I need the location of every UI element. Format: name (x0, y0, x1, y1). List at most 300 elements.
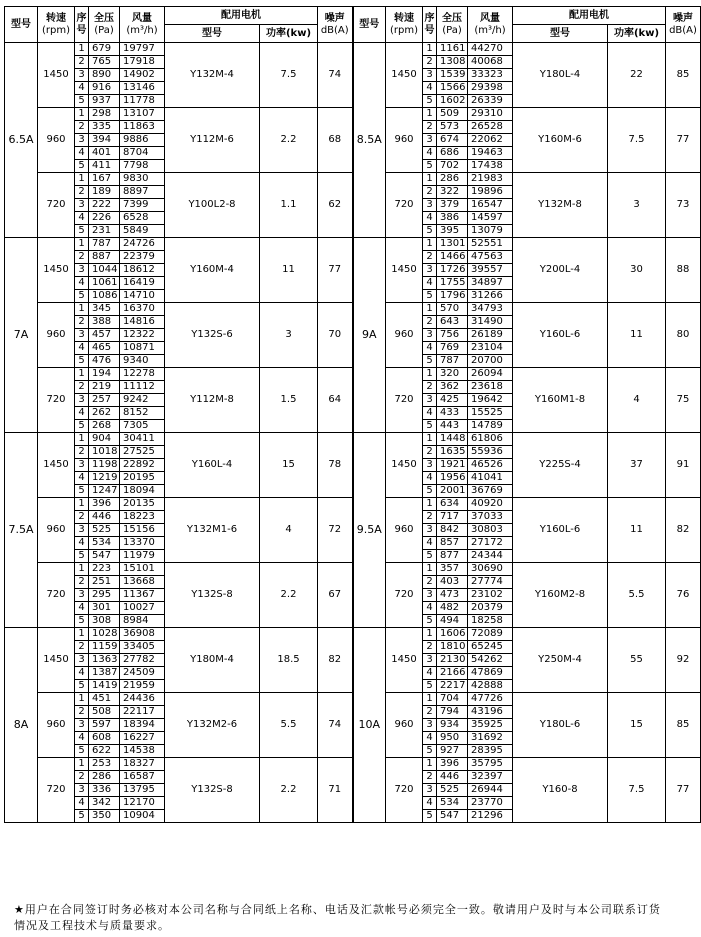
noise-cell: 88 (666, 238, 701, 303)
motor-power-cell: 4 (260, 498, 318, 563)
seq-cell: 4 (423, 667, 437, 680)
flow-cell: 35925 (468, 719, 513, 732)
seq-cell: 5 (423, 225, 437, 238)
flow-cell: 18258 (468, 615, 513, 628)
pressure-cell: 473 (437, 589, 468, 602)
seq-cell: 3 (75, 264, 89, 277)
flow-cell: 40920 (468, 498, 513, 511)
noise-cell: 78 (318, 433, 353, 498)
motor-power-cell: 7.5 (608, 108, 666, 173)
seq-cell: 3 (75, 199, 89, 212)
flow-cell: 34793 (468, 303, 513, 316)
model-cell: 8.5A (353, 43, 386, 238)
flow-cell: 52551 (468, 238, 513, 251)
seq-cell: 4 (75, 732, 89, 745)
flow-cell: 22892 (120, 459, 165, 472)
flow-cell: 26528 (468, 121, 513, 134)
header-motor: 配用电机 (165, 7, 318, 25)
flow-cell: 27172 (468, 537, 513, 550)
pressure-cell: 674 (437, 134, 468, 147)
flow-cell: 6528 (120, 212, 165, 225)
seq-cell: 3 (75, 719, 89, 732)
flow-cell: 26944 (468, 784, 513, 797)
motor-power-cell: 11 (608, 303, 666, 368)
speed-cell: 1450 (386, 628, 423, 693)
motor-model-cell: Y132S-8 (165, 563, 260, 628)
flow-cell: 23104 (468, 342, 513, 355)
seq-cell: 2 (423, 511, 437, 524)
motor-power-cell: 2.2 (260, 758, 318, 823)
pressure-cell: 451 (89, 693, 120, 706)
pressure-cell: 1028 (89, 628, 120, 641)
pressure-cell: 301 (89, 602, 120, 615)
flow-cell: 11112 (120, 381, 165, 394)
seq-cell: 4 (75, 472, 89, 485)
header-speed: 转速 (rpm) (38, 7, 75, 43)
speed-cell: 960 (38, 498, 75, 563)
seq-cell: 3 (75, 134, 89, 147)
pressure-cell: 446 (437, 771, 468, 784)
pressure-cell: 350 (89, 810, 120, 823)
noise-cell: 80 (666, 303, 701, 368)
seq-cell: 5 (75, 160, 89, 173)
seq-cell: 4 (423, 407, 437, 420)
flow-cell: 37033 (468, 511, 513, 524)
seq-cell: 4 (423, 602, 437, 615)
flow-cell: 19896 (468, 186, 513, 199)
seq-cell: 2 (423, 186, 437, 199)
model-cell: 7A (5, 238, 38, 433)
pressure-cell: 570 (437, 303, 468, 316)
flow-cell: 30411 (120, 433, 165, 446)
motor-model-cell: Y132M1-6 (165, 498, 260, 563)
motor-power-cell: 11 (608, 498, 666, 563)
flow-cell: 65245 (468, 641, 513, 654)
pressure-cell: 1448 (437, 433, 468, 446)
pressure-cell: 534 (437, 797, 468, 810)
seq-cell: 2 (423, 381, 437, 394)
pressure-cell: 322 (437, 186, 468, 199)
pressure-cell: 222 (89, 199, 120, 212)
flow-cell: 30690 (468, 563, 513, 576)
flow-cell: 14538 (120, 745, 165, 758)
pressure-cell: 643 (437, 316, 468, 329)
motor-model-cell: Y112M-6 (165, 108, 260, 173)
pressure-cell: 525 (437, 784, 468, 797)
seq-cell: 5 (423, 615, 437, 628)
flow-cell: 7305 (120, 420, 165, 433)
flow-cell: 32397 (468, 771, 513, 784)
flow-cell: 9242 (120, 394, 165, 407)
flow-cell: 18394 (120, 719, 165, 732)
motor-power-cell: 1.5 (260, 368, 318, 433)
flow-cell: 8152 (120, 407, 165, 420)
speed-cell: 720 (38, 173, 75, 238)
pressure-cell: 904 (89, 433, 120, 446)
pressure-cell: 476 (89, 355, 120, 368)
speed-cell: 720 (386, 563, 423, 628)
seq-cell: 2 (75, 316, 89, 329)
seq-cell: 3 (423, 784, 437, 797)
seq-cell: 2 (75, 706, 89, 719)
pressure-cell: 403 (437, 576, 468, 589)
flow-cell: 23102 (468, 589, 513, 602)
pressure-cell: 2166 (437, 667, 468, 680)
model-cell: 10A (353, 628, 386, 823)
flow-cell: 23770 (468, 797, 513, 810)
pressure-cell: 494 (437, 615, 468, 628)
seq-cell: 5 (75, 225, 89, 238)
pressure-cell: 394 (89, 134, 120, 147)
flow-cell: 19463 (468, 147, 513, 160)
seq-cell: 4 (423, 82, 437, 95)
pressure-cell: 253 (89, 758, 120, 771)
table-row (5, 43, 701, 56)
seq-cell: 1 (75, 108, 89, 121)
flow-cell: 18223 (120, 511, 165, 524)
flow-cell: 11979 (120, 550, 165, 563)
seq-cell: 2 (423, 251, 437, 264)
flow-cell: 20379 (468, 602, 513, 615)
flow-cell: 61806 (468, 433, 513, 446)
pressure-cell: 769 (437, 342, 468, 355)
table-row (5, 433, 701, 446)
speed-cell: 1450 (386, 43, 423, 108)
seq-cell: 3 (423, 134, 437, 147)
flow-cell: 13795 (120, 784, 165, 797)
noise-cell: 75 (666, 368, 701, 433)
noise-cell: 62 (318, 173, 353, 238)
pressure-cell: 702 (437, 160, 468, 173)
speed-cell: 1450 (38, 43, 75, 108)
seq-cell: 4 (75, 602, 89, 615)
noise-cell: 77 (666, 108, 701, 173)
seq-cell: 4 (75, 797, 89, 810)
speed-cell: 960 (38, 303, 75, 368)
speed-cell: 960 (38, 693, 75, 758)
flow-cell: 17438 (468, 160, 513, 173)
seq-cell: 1 (423, 693, 437, 706)
flow-cell: 16419 (120, 277, 165, 290)
flow-cell: 18327 (120, 758, 165, 771)
pressure-cell: 857 (437, 537, 468, 550)
seq-cell: 5 (423, 485, 437, 498)
pressure-cell: 1198 (89, 459, 120, 472)
flow-cell: 54262 (468, 654, 513, 667)
pressure-cell: 396 (89, 498, 120, 511)
seq-cell: 1 (75, 498, 89, 511)
pressure-cell: 1387 (89, 667, 120, 680)
pressure-cell: 794 (437, 706, 468, 719)
pressure-cell: 547 (89, 550, 120, 563)
header-pressure: 全压 (Pa) (437, 7, 468, 43)
flow-cell: 40068 (468, 56, 513, 69)
flow-cell: 55936 (468, 446, 513, 459)
seq-cell: 5 (75, 95, 89, 108)
seq-cell: 3 (423, 719, 437, 732)
seq-cell: 3 (75, 784, 89, 797)
motor-model-cell: Y132S-8 (165, 758, 260, 823)
noise-cell: 74 (318, 43, 353, 108)
seq-cell: 2 (75, 251, 89, 264)
pressure-cell: 877 (437, 550, 468, 563)
header-motor: 配用电机 (513, 7, 666, 25)
seq-cell: 3 (75, 459, 89, 472)
speed-cell: 960 (38, 108, 75, 173)
flow-cell: 33405 (120, 641, 165, 654)
flow-cell: 13079 (468, 225, 513, 238)
flow-cell: 30803 (468, 524, 513, 537)
motor-model-cell: Y250M-4 (513, 628, 608, 693)
seq-cell: 4 (423, 212, 437, 225)
flow-cell: 21959 (120, 680, 165, 693)
pressure-cell: 482 (437, 602, 468, 615)
seq-cell: 1 (423, 758, 437, 771)
pressure-cell: 1219 (89, 472, 120, 485)
seq-cell: 1 (423, 498, 437, 511)
pressure-cell: 1061 (89, 277, 120, 290)
header-model: 型号 (353, 7, 386, 43)
seq-cell: 5 (75, 420, 89, 433)
motor-power-cell: 15 (608, 693, 666, 758)
motor-power-cell: 2.2 (260, 563, 318, 628)
motor-model-cell: Y180M-4 (165, 628, 260, 693)
seq-cell: 4 (423, 147, 437, 160)
flow-cell: 18094 (120, 485, 165, 498)
flow-cell: 16547 (468, 199, 513, 212)
noise-cell: 85 (666, 43, 701, 108)
seq-cell: 3 (423, 394, 437, 407)
flow-cell: 13668 (120, 576, 165, 589)
flow-cell: 35795 (468, 758, 513, 771)
seq-cell: 5 (75, 745, 89, 758)
table-header (5, 7, 701, 43)
flow-cell: 10904 (120, 810, 165, 823)
seq-cell: 1 (75, 238, 89, 251)
seq-cell: 3 (75, 654, 89, 667)
pressure-cell: 362 (437, 381, 468, 394)
flow-cell: 36769 (468, 485, 513, 498)
seq-cell: 5 (75, 810, 89, 823)
flow-cell: 47563 (468, 251, 513, 264)
seq-cell: 2 (75, 641, 89, 654)
seq-cell: 4 (75, 342, 89, 355)
noise-cell: 82 (666, 498, 701, 563)
flow-cell: 31490 (468, 316, 513, 329)
flow-cell: 42888 (468, 680, 513, 693)
header-seq: 序 号 (423, 7, 437, 43)
seq-cell: 4 (423, 537, 437, 550)
flow-cell: 47869 (468, 667, 513, 680)
seq-cell: 4 (423, 342, 437, 355)
flow-cell: 44270 (468, 43, 513, 56)
seq-cell: 2 (423, 641, 437, 654)
flow-cell: 12322 (120, 329, 165, 342)
flow-cell: 24344 (468, 550, 513, 563)
motor-model-cell: Y132M-8 (513, 173, 608, 238)
footer-note: ★用户在合同签订时务必核对本公司名称与合同纸上名称、电话及汇款帐号必须完全一致。敬请用户及时与本公司联系订货情况及工程技术与质量要求。 (14, 903, 661, 932)
flow-cell: 31266 (468, 290, 513, 303)
seq-cell: 5 (423, 420, 437, 433)
seq-cell: 2 (75, 121, 89, 134)
pressure-cell: 465 (89, 342, 120, 355)
model-cell: 7.5A (5, 433, 38, 628)
seq-cell: 5 (423, 95, 437, 108)
pressure-cell: 787 (89, 238, 120, 251)
seq-cell: 3 (75, 329, 89, 342)
pressure-cell: 433 (437, 407, 468, 420)
seq-cell: 2 (423, 576, 437, 589)
motor-power-cell: 7.5 (260, 43, 318, 108)
flow-cell: 28395 (468, 745, 513, 758)
pressure-cell: 950 (437, 732, 468, 745)
pressure-cell: 1796 (437, 290, 468, 303)
seq-cell: 5 (423, 355, 437, 368)
seq-cell: 1 (423, 108, 437, 121)
pressure-cell: 1726 (437, 264, 468, 277)
motor-power-cell: 2.2 (260, 108, 318, 173)
seq-cell: 4 (423, 277, 437, 290)
speed-cell: 720 (386, 368, 423, 433)
flow-cell: 9830 (120, 173, 165, 186)
motor-model-cell: Y180L-6 (513, 693, 608, 758)
noise-cell: 64 (318, 368, 353, 433)
speed-cell: 720 (386, 173, 423, 238)
pressure-cell: 1810 (437, 641, 468, 654)
noise-cell: 74 (318, 693, 353, 758)
motor-model-cell: Y160L-6 (513, 498, 608, 563)
motor-power-cell: 5.5 (608, 563, 666, 628)
flow-cell: 9340 (120, 355, 165, 368)
pressure-cell: 608 (89, 732, 120, 745)
motor-model-cell: Y160L-6 (513, 303, 608, 368)
table-row (5, 628, 701, 641)
flow-cell: 10871 (120, 342, 165, 355)
spec-table-container (4, 6, 697, 823)
motor-power-cell: 37 (608, 433, 666, 498)
pressure-cell: 1159 (89, 641, 120, 654)
pressure-cell: 787 (437, 355, 468, 368)
pressure-cell: 226 (89, 212, 120, 225)
flow-cell: 14789 (468, 420, 513, 433)
pressure-cell: 2130 (437, 654, 468, 667)
pressure-cell: 1539 (437, 69, 468, 82)
flow-cell: 14816 (120, 316, 165, 329)
pressure-cell: 295 (89, 589, 120, 602)
pressure-cell: 357 (437, 563, 468, 576)
flow-cell: 24726 (120, 238, 165, 251)
pressure-cell: 717 (437, 511, 468, 524)
speed-cell: 960 (386, 108, 423, 173)
flow-cell: 20195 (120, 472, 165, 485)
seq-cell: 5 (75, 290, 89, 303)
header-motor-power: 功率(kw) (260, 25, 318, 43)
flow-cell: 9886 (120, 134, 165, 147)
seq-cell: 1 (423, 43, 437, 56)
pressure-cell: 388 (89, 316, 120, 329)
pressure-cell: 1602 (437, 95, 468, 108)
pressure-cell: 547 (437, 810, 468, 823)
motor-power-cell: 5.5 (260, 693, 318, 758)
header-flow: 风量 (m³/h) (120, 7, 165, 43)
flow-cell: 26094 (468, 368, 513, 381)
noise-cell: 71 (318, 758, 353, 823)
seq-cell: 4 (423, 797, 437, 810)
seq-cell: 3 (423, 459, 437, 472)
pressure-cell: 379 (437, 199, 468, 212)
pressure-cell: 1161 (437, 43, 468, 56)
flow-cell: 15525 (468, 407, 513, 420)
pressure-cell: 1247 (89, 485, 120, 498)
pressure-cell: 927 (437, 745, 468, 758)
pressure-cell: 298 (89, 108, 120, 121)
seq-cell: 1 (423, 563, 437, 576)
motor-power-cell: 30 (608, 238, 666, 303)
noise-cell: 85 (666, 693, 701, 758)
seq-cell: 2 (75, 186, 89, 199)
pressure-cell: 525 (89, 524, 120, 537)
flow-cell: 39557 (468, 264, 513, 277)
seq-cell: 1 (75, 628, 89, 641)
motor-model-cell: Y160M-4 (165, 238, 260, 303)
flow-cell: 8897 (120, 186, 165, 199)
pressure-cell: 219 (89, 381, 120, 394)
seq-cell: 4 (423, 472, 437, 485)
pressure-cell: 1308 (437, 56, 468, 69)
pressure-cell: 308 (89, 615, 120, 628)
motor-model-cell: Y160M1-8 (513, 368, 608, 433)
seq-cell: 3 (423, 199, 437, 212)
pressure-cell: 401 (89, 147, 120, 160)
pressure-cell: 756 (437, 329, 468, 342)
seq-cell: 5 (423, 745, 437, 758)
speed-cell: 720 (38, 563, 75, 628)
speed-cell: 720 (38, 758, 75, 823)
flow-cell: 7798 (120, 160, 165, 173)
motor-model-cell: Y180L-4 (513, 43, 608, 108)
noise-cell: 82 (318, 628, 353, 693)
flow-cell: 14710 (120, 290, 165, 303)
table-row (5, 238, 701, 251)
header-seq: 序 号 (75, 7, 89, 43)
seq-cell: 2 (75, 446, 89, 459)
flow-cell: 16587 (120, 771, 165, 784)
seq-cell: 3 (423, 69, 437, 82)
flow-cell: 16227 (120, 732, 165, 745)
pressure-cell: 1566 (437, 82, 468, 95)
seq-cell: 5 (75, 355, 89, 368)
noise-cell: 77 (666, 758, 701, 823)
flow-cell: 13107 (120, 108, 165, 121)
speed-cell: 1450 (386, 238, 423, 303)
flow-cell: 7399 (120, 199, 165, 212)
seq-cell: 5 (423, 680, 437, 693)
pressure-cell: 686 (437, 147, 468, 160)
seq-cell: 1 (423, 628, 437, 641)
flow-cell: 5849 (120, 225, 165, 238)
pressure-cell: 1363 (89, 654, 120, 667)
pressure-cell: 167 (89, 173, 120, 186)
seq-cell: 2 (423, 56, 437, 69)
seq-cell: 5 (423, 810, 437, 823)
seq-cell: 3 (423, 589, 437, 602)
pressure-cell: 251 (89, 576, 120, 589)
flow-cell: 19797 (120, 43, 165, 56)
flow-cell: 21983 (468, 173, 513, 186)
flow-cell: 13146 (120, 82, 165, 95)
pressure-cell: 765 (89, 56, 120, 69)
pressure-cell: 1635 (437, 446, 468, 459)
